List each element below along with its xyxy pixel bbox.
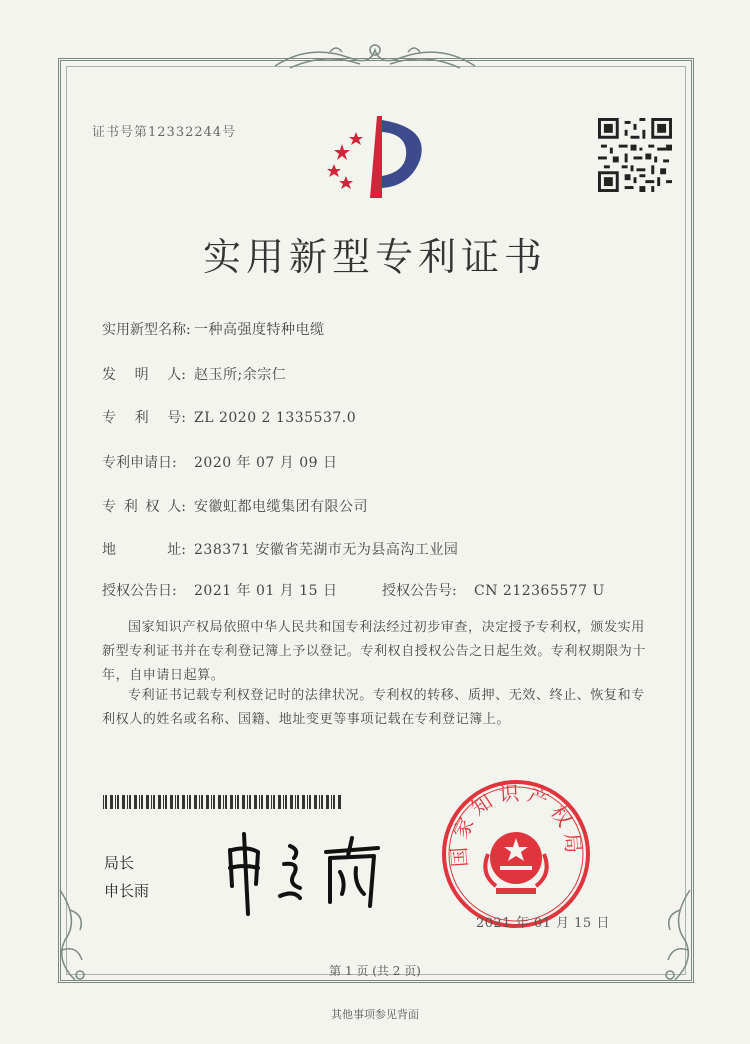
legal-status-paragraph: 专利证书记载专利权登记时的法律状况。专利权的转移、质押、无效、终止、恢复和专利权人的姓名或名称、国籍、地址变更等事项记载在专利登记簿上。: [102, 688, 645, 727]
barcode-bar: [271, 795, 272, 809]
field-value: 赵玉所;余宗仁: [194, 367, 287, 383]
barcode-bar: [194, 795, 197, 809]
field-label: 授权公告日:: [102, 583, 177, 599]
certificate-title: 实用新型专利证书: [202, 235, 547, 279]
field-address: [102, 539, 458, 559]
field-label: 专 利 号:: [102, 410, 186, 426]
field-label: 地 址:: [102, 542, 186, 558]
barcode-bar: [295, 795, 296, 809]
field-value: 238371 安徽省芜湖市无为县高沟工业园: [194, 542, 459, 558]
barcode-bar: [297, 795, 299, 809]
field-patent-number: [102, 407, 356, 427]
field-filing-date: [102, 452, 338, 472]
field-inventor: [102, 364, 286, 384]
barcode-bar: [182, 795, 185, 809]
field-label: 专利申请日:: [102, 455, 177, 471]
field-label: 专 利 权 人:: [102, 499, 186, 515]
field-grant-date: [102, 580, 338, 600]
barcode-bar: [242, 795, 245, 809]
barcode-bar: [213, 795, 215, 809]
field-value: 2021 年 01 月 15 日: [194, 583, 338, 599]
certificate-number: 证书号第12332244号: [92, 125, 237, 140]
field-value: CN 212365577 U: [474, 583, 605, 599]
barcode-bar: [278, 795, 281, 809]
page-number: 第 1 页 (共 2 页): [329, 964, 421, 978]
field-utility-model-name: [102, 319, 325, 339]
barcode-bar: [254, 795, 257, 809]
barcode-bar: [117, 795, 119, 809]
barcode-bar: [134, 795, 137, 809]
barcode-bar: [199, 795, 200, 809]
barcode-bar: [302, 795, 305, 809]
barcode-bar: [290, 795, 293, 809]
footer-note: 其他事项参见背面: [331, 1008, 419, 1021]
director-name: 申长雨: [104, 882, 150, 900]
barcode-bar: [175, 795, 176, 809]
official-seal: [440, 778, 592, 930]
barcode-bar: [283, 795, 284, 809]
barcode-bar: [115, 795, 116, 809]
field-label: 实用新型名称:: [102, 322, 191, 338]
barcode-bar: [225, 795, 227, 809]
barcode-bar: [237, 795, 239, 809]
field-label: 授权公告号:: [382, 583, 457, 599]
barcode-bar: [189, 795, 191, 809]
field-value: 2020 年 07 月 09 日: [194, 455, 338, 471]
barcode-bar: [285, 795, 287, 809]
barcode-bar: [319, 795, 320, 809]
barcode-bar: [223, 795, 224, 809]
barcode-bar: [146, 795, 149, 809]
barcode-bar: [206, 795, 209, 809]
barcode: [103, 795, 343, 809]
barcode-bar: [187, 795, 188, 809]
barcode-bar: [230, 795, 233, 809]
barcode-bar: [218, 795, 221, 809]
barcode-bar: [177, 795, 179, 809]
barcode-bar: [127, 795, 128, 809]
barcode-bar: [103, 795, 104, 809]
top-ornament: [270, 38, 480, 74]
barcode-bar: [331, 795, 332, 809]
barcode-bar: [122, 795, 125, 809]
barcode-bar: [105, 795, 107, 809]
barcode-bar: [261, 795, 263, 809]
barcode-bar: [309, 795, 311, 809]
barcode-bar: [201, 795, 203, 809]
barcode-bar: [211, 795, 212, 809]
barcode-bar: [110, 795, 113, 809]
barcode-bar: [151, 795, 152, 809]
barcode-bar: [129, 795, 131, 809]
field-patentee: [102, 496, 368, 516]
grant-statement-paragraph: 国家知识产权局依照中华人民共和国专利法经过初步审查，决定授予专利权，颁发实用新型专利证书并在专利登记簿上予以登记。专利权自授权公告之日起生效。专利权期限为十年，自申请日起算。: [102, 620, 647, 683]
barcode-bar: [158, 795, 161, 809]
patent-office-emblem: [322, 110, 432, 202]
barcode-bar: [141, 795, 143, 809]
qr-code: [598, 118, 672, 192]
director-title: 局长: [104, 854, 135, 872]
field-value: 一种高强度特种电缆: [194, 322, 325, 338]
barcode-bar: [170, 795, 173, 809]
field-grant-number: [382, 580, 605, 600]
barcode-bar: [139, 795, 140, 809]
barcode-bar: [165, 795, 167, 809]
barcode-bar: [326, 795, 329, 809]
barcode-bar: [153, 795, 155, 809]
barcode-bar: [321, 795, 323, 809]
barcode-bar: [249, 795, 251, 809]
field-value: ZL 2020 2 1335537.0: [194, 410, 357, 426]
seal-date: 2021 年 01 月 15 日: [476, 916, 610, 931]
field-label: 发 明 人:: [102, 367, 186, 383]
barcode-bar: [163, 795, 164, 809]
barcode-bar: [307, 795, 308, 809]
barcode-bar: [333, 795, 335, 809]
field-value: 安徽虹都电缆集团有限公司: [194, 499, 368, 515]
barcode-bar: [314, 795, 317, 809]
barcode-bar: [338, 795, 341, 809]
barcode-bar: [235, 795, 236, 809]
barcode-bar: [259, 795, 260, 809]
barcode-bar: [266, 795, 269, 809]
barcode-bar: [247, 795, 248, 809]
seal-text: 国家知识产权局: [446, 780, 586, 868]
barcode-bar: [273, 795, 275, 809]
director-signature: [218, 828, 388, 918]
